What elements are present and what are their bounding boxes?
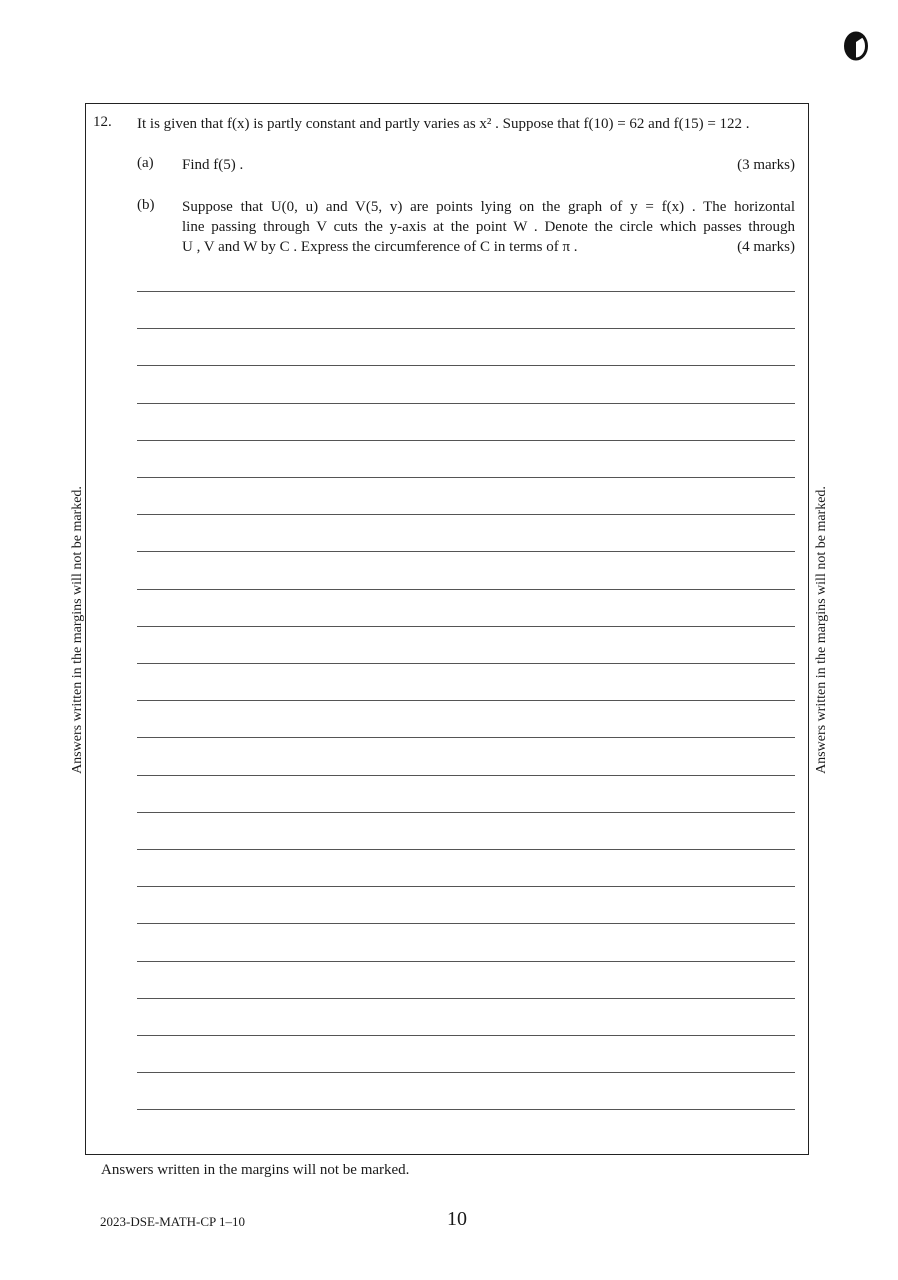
right-margin-note: Answers written in the margins will not be marked. [814, 486, 829, 774]
answer-line [137, 514, 795, 515]
answer-line [137, 1109, 795, 1110]
page-number: 10 [447, 1208, 467, 1230]
answer-line [137, 737, 795, 738]
answer-line [137, 440, 795, 441]
part-a-line: Find f(5) . [182, 157, 244, 173]
answer-line [137, 775, 795, 776]
answer-line [137, 403, 795, 404]
left-margin-note: Answers written in the margins will not be marked. [70, 486, 85, 774]
part-a-label: (a) [137, 155, 154, 171]
part-b-line-2: line passing through V cuts the y-axis at the point W . Denote the circle which passes through [182, 219, 795, 235]
question-number: 12. [93, 114, 112, 130]
part-b-marks: (4 marks) [737, 239, 795, 255]
answer-line [137, 365, 795, 366]
answer-line [137, 328, 795, 329]
answer-line [137, 886, 795, 887]
answer-line [137, 291, 795, 292]
answer-line [137, 663, 795, 664]
answer-line [137, 923, 795, 924]
answer-line [137, 849, 795, 850]
answer-line [137, 626, 795, 627]
part-a-marks: (3 marks) [737, 157, 795, 173]
part-b-line-1: Suppose that U(0, u) and V(5, v) are points lying on the graph of y = f(x) . The horizontal [182, 199, 795, 215]
answer-line [137, 812, 795, 813]
answer-line [137, 1072, 795, 1073]
part-b-line-3: U , V and W by C . Express the circumference of C in terms of π . [182, 239, 578, 255]
answer-line [137, 1035, 795, 1036]
corner-mark-icon [843, 30, 869, 62]
answer-line [137, 551, 795, 552]
question-stem: It is given that f(x) is partly constant and partly varies as x² . Suppose that f(10) = 62 and f(15) = 122 . [137, 116, 750, 132]
part-b-label: (b) [137, 197, 155, 213]
bottom-margin-note: Answers written in the margins will not be marked. [101, 1162, 410, 1178]
answer-line [137, 477, 795, 478]
part-a-text [182, 155, 795, 175]
paper-code: 2023-DSE-MATH-CP 1–10 [100, 1214, 246, 1229]
answer-line [137, 998, 795, 999]
part-b-text [182, 197, 795, 257]
answer-line [137, 700, 795, 701]
answer-line [137, 589, 795, 590]
answer-line [137, 961, 795, 962]
